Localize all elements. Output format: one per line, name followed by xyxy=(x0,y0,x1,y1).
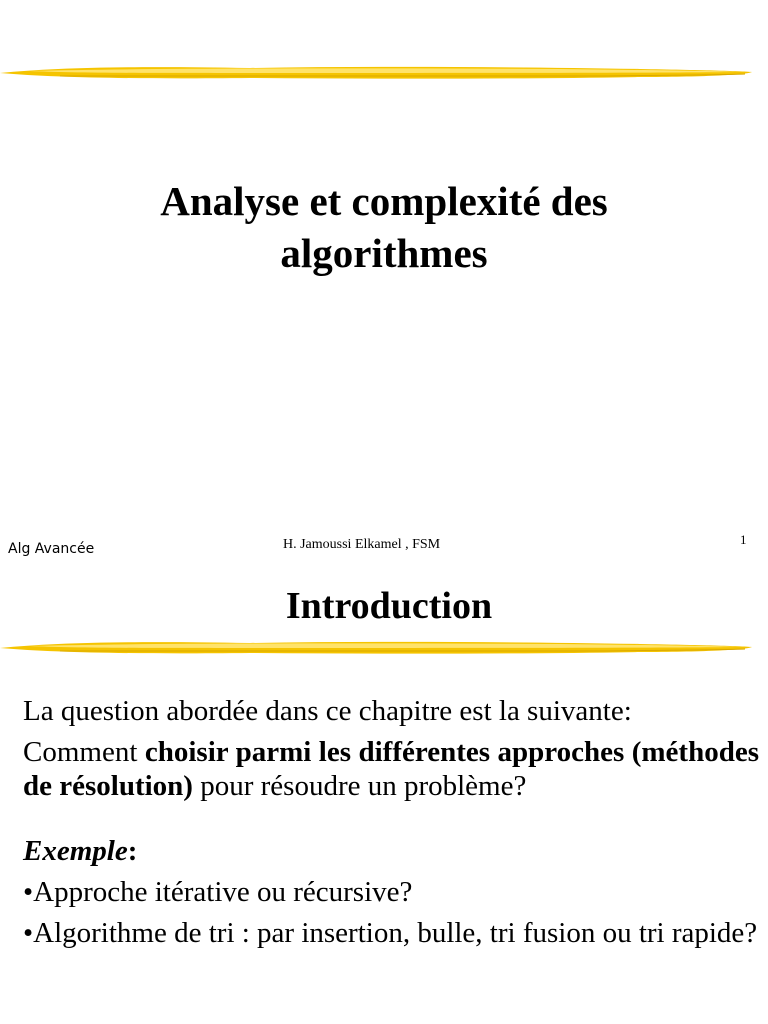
slide-title-line-2: algorithmes xyxy=(280,230,488,276)
example-colon: : xyxy=(127,835,138,867)
question-text-end: pour résoudre un problème? xyxy=(192,770,527,802)
slide-title-line-1: Analyse et complexité des xyxy=(160,178,608,224)
question-text-start: Comment xyxy=(23,736,145,768)
example-heading xyxy=(23,834,759,868)
yellow-brush-stroke xyxy=(0,58,768,88)
intro-paragraph: La question abordée dans ce chapitre est la suivante: xyxy=(23,695,632,727)
slide-body xyxy=(23,694,759,957)
footer-course-name: Alg Avancée xyxy=(8,541,95,557)
question-emphasis: choisir parmi les différentes approches (méthodes de résolution) xyxy=(23,736,759,802)
list-item: •Algorithme de tri : par insertion, bulle, tri fusion ou tri rapide? xyxy=(23,917,758,949)
example-label: Exemple xyxy=(23,835,128,867)
page-number: 1 xyxy=(740,532,747,547)
introduction-slide xyxy=(0,570,768,1024)
question-paragraph xyxy=(23,735,759,803)
footer-author: H. Jamoussi Elkamel , FSM xyxy=(283,537,441,552)
slide-title xyxy=(0,175,768,279)
list-item: •Approche itérative ou récursive? xyxy=(23,876,413,908)
yellow-brush-stroke xyxy=(0,633,768,663)
slide-heading: Introduction xyxy=(285,585,493,627)
